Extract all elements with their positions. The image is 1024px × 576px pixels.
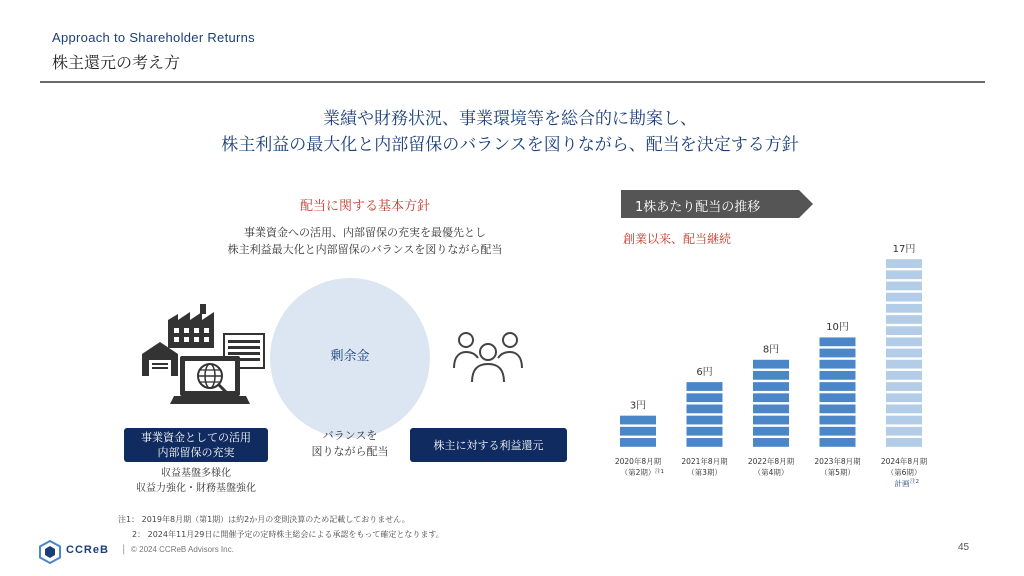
bar-segment (886, 293, 922, 302)
shareholder-return-box (410, 428, 567, 462)
policy-desc-line2: 株主利益最大化と内部留保のバランスを図りながら配当 (227, 243, 503, 256)
footer-brand: CCReB (66, 544, 109, 556)
footnotes (118, 512, 444, 542)
factory-warehouse-computer-icon (138, 304, 268, 414)
bar-segment (820, 404, 856, 413)
dividend-badge (621, 190, 813, 218)
category-label: 2020年8月期 (614, 457, 662, 466)
value-label: 8円 (762, 344, 780, 356)
headline-line2: 株主利益の最大化と内部留保のバランスを図りながら、配当を決定する方針 (221, 135, 799, 155)
bar-2021年8月期 (687, 382, 723, 447)
bar-segment (886, 259, 922, 268)
bar-segment (886, 326, 922, 335)
category-label: 2023年8月期 (814, 457, 861, 466)
bar-segment (687, 404, 723, 413)
business-fund-subtext (124, 466, 268, 496)
category-label: 2021年8月期 (681, 457, 728, 466)
category-sublabel: （第3期） (687, 468, 722, 477)
bar-segment (620, 427, 656, 436)
policy-title: 配当に関する基本方針 (299, 199, 430, 214)
bar-segment (820, 393, 856, 402)
bar-segment (820, 416, 856, 425)
people-group-icon (452, 328, 524, 388)
bar-segment (753, 427, 789, 436)
bar-segment (820, 427, 856, 436)
business-fund-sub2: 収益力強化・財務基盤強化 (136, 483, 256, 494)
header-divider (40, 81, 985, 83)
footer-copyright: © 2024 CCReB Advisors Inc. (131, 545, 234, 554)
category-sublabel: （第2期） (620, 468, 656, 477)
bar-segment (820, 337, 856, 346)
bar-segment (753, 382, 789, 391)
footnote-1: 注1： 2019年8月期（第1期）は約2か月の変則決算のため記載しておりません。 (118, 515, 410, 524)
bar-segment (687, 416, 723, 425)
bar-segment (753, 438, 789, 447)
bar-segment (620, 438, 656, 447)
bar-segment (886, 371, 922, 380)
page-number: 45 (958, 542, 970, 553)
bar-segment (620, 416, 656, 425)
bar-segment (886, 393, 922, 402)
bar-2020年8月期 (620, 416, 656, 447)
bar-segment (820, 349, 856, 358)
business-fund-line1: 事業資金としての活用 (141, 431, 251, 444)
bar-segment (753, 393, 789, 402)
dividend-bar-chart (600, 236, 960, 496)
bar-segment (886, 315, 922, 324)
bar-2024年8月期 (886, 259, 922, 447)
bar-segment (886, 427, 922, 436)
category-extra-note: 注2 (910, 479, 919, 485)
balance-line2: 図りながら配当 (311, 445, 389, 458)
bar-segment (820, 382, 856, 391)
bar-segment (886, 270, 922, 279)
bar-segment (820, 371, 856, 380)
category-note: 注1 (655, 469, 664, 475)
bar-segment (753, 404, 789, 413)
bar-2022年8月期 (753, 360, 789, 447)
chart-subtitle: 創業以来、配当継続 (623, 232, 732, 246)
category-label: 2022年8月期 (747, 457, 795, 466)
bar-segment (687, 427, 723, 436)
category-label: 2024年8月期 (880, 457, 928, 466)
bar-segment (886, 304, 922, 313)
bar-segment (753, 360, 789, 369)
bar-segment (820, 438, 856, 447)
bar-segment (886, 360, 922, 369)
category-sublabel: （第6期） (886, 468, 922, 477)
dividend-badge-label: 1株あたり配当の推移 (635, 200, 761, 215)
policy-desc-line1: 事業資金への活用、内部留保の充実を最優先とし (244, 226, 486, 239)
headline (140, 106, 880, 158)
headline-line1: 業績や財務状況、事業環境等を総合的に勘案し、 (323, 109, 697, 129)
balance-line1: バランスを (322, 429, 378, 442)
bar-segment (687, 438, 723, 447)
policy-description (160, 224, 570, 258)
value-label: 6円 (696, 366, 713, 378)
footer-divider: | (122, 544, 126, 555)
shareholder-return-label: 株主に対する利益還元 (433, 438, 544, 452)
cube-logo-icon (38, 540, 62, 568)
bar-segment (886, 416, 922, 425)
bar-segment (886, 282, 922, 291)
page-title: 株主還元の考え方 (52, 53, 181, 72)
bar-segment (753, 371, 789, 380)
value-label: 3円 (629, 400, 647, 412)
bar-2023年8月期 (820, 337, 856, 446)
business-fund-sub1: 収益基盤多様化 (161, 468, 231, 479)
category-sublabel: （第5期） (820, 468, 855, 477)
bar-segment (687, 393, 723, 402)
category-sublabel: （第4期） (753, 468, 789, 477)
business-fund-box (124, 428, 268, 462)
bar-segment (886, 438, 922, 447)
surplus-label: 剰余金 (330, 349, 370, 364)
value-label: 17円 (892, 244, 916, 255)
bar-segment (886, 349, 922, 358)
category-extra: 計画 (894, 479, 910, 488)
header-subtitle-en: Approach to Shareholder Returns (52, 30, 255, 45)
bar-segment (886, 382, 922, 391)
bar-segment (820, 360, 856, 369)
balance-text (290, 428, 410, 460)
bar-segment (886, 337, 922, 346)
bar-segment (687, 382, 723, 391)
bar-segment (886, 404, 922, 413)
bar-segment (753, 416, 789, 425)
value-label: 10円 (826, 322, 849, 334)
business-fund-line2: 内部留保の充実 (157, 446, 235, 459)
footnote-2: 2： 2024年11月29日に開催予定の定時株主総会による承認をもって確定となります。 (132, 530, 444, 539)
